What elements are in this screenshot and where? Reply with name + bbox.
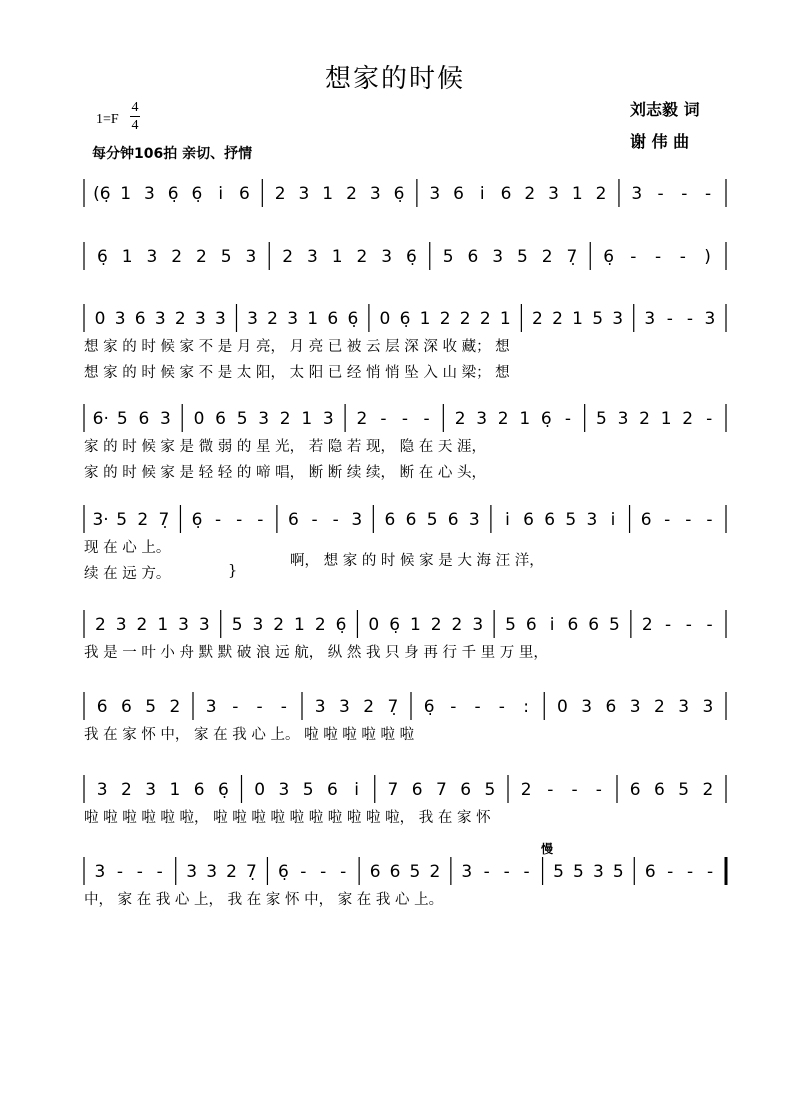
- note: 5: [573, 862, 584, 882]
- note: 3: [586, 510, 598, 530]
- note: 2: [639, 409, 650, 429]
- note: -: [685, 510, 692, 530]
- note: 2: [520, 780, 532, 800]
- note: 3: [245, 247, 257, 267]
- note: 2: [226, 862, 237, 882]
- note: 5: [145, 697, 157, 717]
- note: 1: [660, 409, 672, 429]
- note: 6: [384, 510, 396, 530]
- note: 3: [258, 409, 270, 429]
- note: 6̣: [277, 862, 289, 882]
- note: -: [257, 510, 264, 530]
- note: i̇: [479, 184, 485, 204]
- note: -: [664, 510, 671, 530]
- note: 3: [278, 780, 290, 800]
- note: 7̣: [387, 697, 399, 717]
- lyric-line: 想 家 的 时 候 家 不 是 月 亮， 月 亮 已 被 云 层 深 深 收 藏； 想: [84, 339, 510, 355]
- note: 6̣: [217, 780, 229, 800]
- note: 5: [516, 247, 528, 267]
- note: 3: [287, 309, 299, 329]
- note: -: [687, 862, 694, 882]
- note: -: [423, 409, 430, 429]
- note: 2: [346, 184, 357, 204]
- note: 1: [571, 184, 583, 204]
- note: 3: [306, 247, 318, 267]
- note: 5: [116, 510, 128, 530]
- note: i̇: [610, 510, 616, 530]
- note: 3: [115, 615, 127, 635]
- note: 2: [279, 409, 291, 429]
- note: 3: [146, 247, 158, 267]
- note: 0: [94, 309, 106, 329]
- key-signature: 1=F: [96, 112, 119, 127]
- note: 6: [467, 247, 479, 267]
- note: 6·: [92, 409, 109, 429]
- note: 1: [301, 409, 313, 429]
- note: 6̣: [389, 615, 401, 635]
- note: -: [655, 247, 662, 267]
- note: 3: [492, 247, 504, 267]
- note: 3: [178, 615, 189, 635]
- note: 2: [174, 309, 186, 329]
- note: 5: [220, 247, 232, 267]
- note: 3: [206, 862, 218, 882]
- note: 6: [96, 697, 108, 717]
- lyric-line: 现 在 心 上。: [84, 540, 171, 556]
- note: 3: [631, 184, 643, 204]
- verse-brace: }: [228, 563, 238, 579]
- note: 0: [368, 615, 380, 635]
- note: 6: [369, 862, 381, 882]
- note: 3: [617, 409, 629, 429]
- note: 2: [356, 247, 368, 267]
- note: 1: [169, 780, 181, 800]
- note: 7: [435, 780, 447, 800]
- note: 2: [682, 409, 694, 429]
- lyric-line: 家 的 时 候 家 是 轻 轻 的 啼 唱， 断 断 续 续， 断 在 心 头，: [84, 465, 486, 481]
- note: 1: [294, 615, 305, 635]
- note: 1: [419, 309, 431, 329]
- note: 2: [267, 309, 279, 329]
- note: -: [681, 184, 688, 204]
- note: 6: [640, 510, 652, 530]
- chorus-lyric-line: 啊， 想 家 的 时 候 家 是 大 海 汪 洋，: [290, 553, 544, 569]
- note: 2: [454, 409, 466, 429]
- note: -: [498, 697, 505, 717]
- note: 1: [120, 184, 132, 204]
- note: 3: [468, 510, 480, 530]
- note: 2: [314, 615, 326, 635]
- note: 3: [644, 309, 656, 329]
- note: ): [704, 247, 711, 267]
- note: 7̣: [246, 862, 257, 882]
- note: -: [657, 184, 664, 204]
- note: 3: [154, 309, 166, 329]
- note: 3: [160, 409, 171, 429]
- note: -: [706, 510, 713, 530]
- note: -: [340, 862, 347, 882]
- note: 2: [274, 184, 286, 204]
- note: 2: [702, 780, 714, 800]
- note: 6: [544, 510, 556, 530]
- note: 3: [612, 309, 624, 329]
- note: 0: [379, 309, 391, 329]
- note: -: [666, 309, 673, 329]
- note: 2: [137, 510, 149, 530]
- lyric-line: 我 是 一 叶 小 舟 默 默 破 浪 远 航， 纵 然 我 只 身 再 行 千 里 万 里，: [84, 645, 548, 661]
- note: 3: [369, 184, 381, 204]
- note: 5: [426, 510, 438, 530]
- lyricist-credit: 刘志毅 词: [630, 100, 700, 119]
- note: -: [523, 862, 530, 882]
- time-signature-top: 4: [131, 100, 139, 115]
- note: 6: [447, 510, 459, 530]
- note: -: [332, 510, 339, 530]
- note: 5: [592, 309, 604, 329]
- note: -: [474, 697, 481, 717]
- note: -: [256, 697, 263, 717]
- note: 3: [338, 697, 350, 717]
- note: 2: [552, 309, 563, 329]
- note: -: [215, 510, 222, 530]
- note: 6: [405, 510, 417, 530]
- note: 6: [567, 615, 579, 635]
- note: 3: [472, 615, 484, 635]
- note: -: [706, 615, 713, 635]
- note: i̇: [218, 184, 224, 204]
- tempo-marking: 每分钟106拍 亲切、抒情: [92, 146, 253, 162]
- lyric-line: 我 在 家 怀 中， 家 在 我 心 上。 啦 啦 啦 啦 啦 啦: [84, 727, 415, 743]
- note: -: [236, 510, 243, 530]
- note: 2: [120, 780, 132, 800]
- note: 6: [500, 184, 512, 204]
- note: 3: [461, 862, 473, 882]
- note: 6: [523, 510, 534, 530]
- note: 5: [231, 615, 243, 635]
- note: 3: [247, 309, 258, 329]
- note: 1: [157, 615, 169, 635]
- time-signature-bottom: 4: [131, 118, 139, 133]
- note: i̇: [354, 780, 359, 800]
- note: -: [571, 780, 578, 800]
- note: 6: [588, 615, 600, 635]
- note: 6: [389, 862, 401, 882]
- note: -: [706, 862, 714, 882]
- note: 6̣: [603, 247, 615, 267]
- note: 6: [239, 184, 250, 204]
- note: 2: [136, 615, 148, 635]
- note: 7̣: [158, 510, 170, 530]
- note: -: [401, 409, 409, 429]
- note: -: [380, 409, 387, 429]
- note: 1: [322, 184, 334, 204]
- note: 6̣: [393, 184, 405, 204]
- note: 2: [595, 184, 607, 204]
- note: 3: [322, 409, 334, 429]
- note: 6: [644, 862, 656, 882]
- note: 6: [605, 697, 617, 717]
- note: 3: [581, 697, 593, 717]
- note: 5: [505, 615, 516, 635]
- note: 3: [678, 697, 690, 717]
- note: 2: [531, 309, 543, 329]
- note: 3: [145, 780, 157, 800]
- note: 3: [629, 697, 641, 717]
- note: -: [686, 309, 693, 329]
- note: 3: [215, 309, 226, 329]
- note: 3: [194, 309, 206, 329]
- note: -: [547, 780, 554, 800]
- note: -: [136, 862, 143, 882]
- note: 2: [459, 309, 471, 329]
- note: 2: [273, 615, 285, 635]
- note: -: [705, 184, 712, 204]
- note: 2: [429, 862, 441, 882]
- note: 3: [702, 697, 714, 717]
- note: 3: [205, 697, 217, 717]
- note: -: [503, 862, 510, 882]
- note: 3: [94, 862, 106, 882]
- note: 2: [356, 409, 368, 429]
- note: 3: [198, 615, 210, 635]
- note: 3: [351, 510, 363, 530]
- note: 1: [121, 247, 133, 267]
- note: 2: [195, 247, 207, 267]
- note: 6̣: [347, 309, 359, 329]
- note: 5: [484, 780, 496, 800]
- note: 5: [612, 862, 624, 882]
- note: 5: [609, 615, 620, 635]
- note: -: [483, 862, 490, 882]
- note: 2: [430, 615, 442, 635]
- note: 6̣: [191, 510, 203, 530]
- note: 2: [641, 615, 653, 635]
- note: 6̣: [540, 409, 552, 429]
- note: 3: [186, 862, 198, 882]
- note: 2: [524, 184, 536, 204]
- note: 6: [193, 780, 205, 800]
- note: 5: [678, 780, 690, 800]
- note: 5: [236, 409, 248, 429]
- note: 6: [460, 780, 472, 800]
- note: 0: [556, 697, 568, 717]
- note: 3: [704, 309, 716, 329]
- note: 2: [282, 247, 294, 267]
- note: -: [564, 409, 571, 429]
- note: 6̣: [399, 309, 411, 329]
- note: 6̣: [405, 247, 417, 267]
- note: -: [664, 615, 672, 635]
- note: 2: [169, 697, 181, 717]
- note: 2: [94, 615, 106, 635]
- note: 5: [302, 780, 314, 800]
- note: 2: [479, 309, 491, 329]
- note: 6: [134, 309, 146, 329]
- note: i̇: [505, 510, 510, 530]
- note: -: [156, 862, 163, 882]
- note: 2: [541, 247, 553, 267]
- lyric-line: 中， 家 在 我 心 上， 我 在 家 怀 中， 家 在 我 心 上。: [84, 892, 444, 908]
- lyric-line: 啦 啦 啦 啦 啦 啦， 啦 啦 啦 啦 啦 啦 啦 啦 啦 啦， 我 在 家 怀: [84, 810, 491, 826]
- note: 3: [314, 697, 326, 717]
- note: -: [300, 862, 307, 882]
- note: 6: [138, 409, 150, 429]
- song-title: 想家的时候: [324, 64, 465, 94]
- note: 6: [326, 780, 338, 800]
- note: -: [116, 862, 123, 882]
- note: 2: [439, 309, 451, 329]
- note: 1: [409, 615, 421, 635]
- note: 1: [307, 309, 319, 329]
- note: -: [450, 697, 457, 717]
- note: 6: [215, 409, 226, 429]
- note: 5: [116, 409, 128, 429]
- note: 3: [252, 615, 264, 635]
- note: 3: [592, 862, 604, 882]
- note: 1: [572, 309, 583, 329]
- note: 6: [629, 780, 641, 800]
- note: 2: [363, 697, 375, 717]
- note: 6: [653, 780, 665, 800]
- note: 6: [120, 697, 132, 717]
- note: 5: [553, 862, 564, 882]
- note: -: [685, 615, 692, 635]
- note: 6: [327, 309, 339, 329]
- note: 6: [411, 780, 423, 800]
- note: 3: [429, 184, 441, 204]
- composer-credit: 谢 伟 曲: [630, 132, 690, 151]
- note: -: [667, 862, 674, 882]
- note: 2: [171, 247, 183, 267]
- note: 5: [596, 409, 607, 429]
- note: 6̣: [423, 697, 435, 717]
- note: -: [320, 862, 327, 882]
- note: 6̣: [96, 247, 108, 267]
- note: :: [523, 697, 529, 717]
- note: 7̣: [566, 247, 578, 267]
- note: 3: [114, 309, 126, 329]
- note: 0: [193, 409, 205, 429]
- note: 6̣: [167, 184, 179, 204]
- note: 6: [525, 615, 537, 635]
- note: -: [706, 409, 713, 429]
- note: 1: [519, 409, 531, 429]
- lyric-line: 家 的 时 候 家 是 微 弱 的 星 光， 若 隐 若 现， 隐 在 天 涯，: [84, 439, 486, 455]
- note: 7: [387, 780, 399, 800]
- note: i̇: [549, 615, 555, 635]
- note: -: [280, 697, 287, 717]
- note: 2: [451, 615, 463, 635]
- slow-marking: 慢: [541, 842, 554, 856]
- note: -: [630, 247, 637, 267]
- note: 6̣: [191, 184, 203, 204]
- note: 2: [653, 697, 665, 717]
- note: 3·: [92, 510, 109, 530]
- note: 6: [288, 510, 299, 530]
- note: 3: [548, 184, 559, 204]
- note: 5: [442, 247, 454, 267]
- note: 3: [381, 247, 393, 267]
- note: 6: [453, 184, 464, 204]
- note: 0: [254, 780, 266, 800]
- lyric-line: 续 在 远 方。: [84, 566, 171, 582]
- note: 3: [476, 409, 488, 429]
- note: 2: [497, 409, 509, 429]
- note: 3: [96, 780, 108, 800]
- note: 3: [143, 184, 155, 204]
- note: -: [595, 780, 602, 800]
- lyric-line: 想 家 的 时 候 家 不 是 太 阳， 太 阳 已 经 悄 悄 坠 入 山 梁； 想: [84, 365, 510, 381]
- note: 5: [409, 862, 421, 882]
- note: 1: [499, 309, 511, 329]
- note: 1: [331, 247, 343, 267]
- note: 3: [298, 184, 310, 204]
- note: -: [679, 247, 686, 267]
- note: -: [232, 697, 239, 717]
- note: (6̣: [93, 184, 111, 204]
- note: 6̣: [335, 615, 347, 635]
- note: -: [311, 510, 318, 530]
- note: 5: [565, 510, 577, 530]
